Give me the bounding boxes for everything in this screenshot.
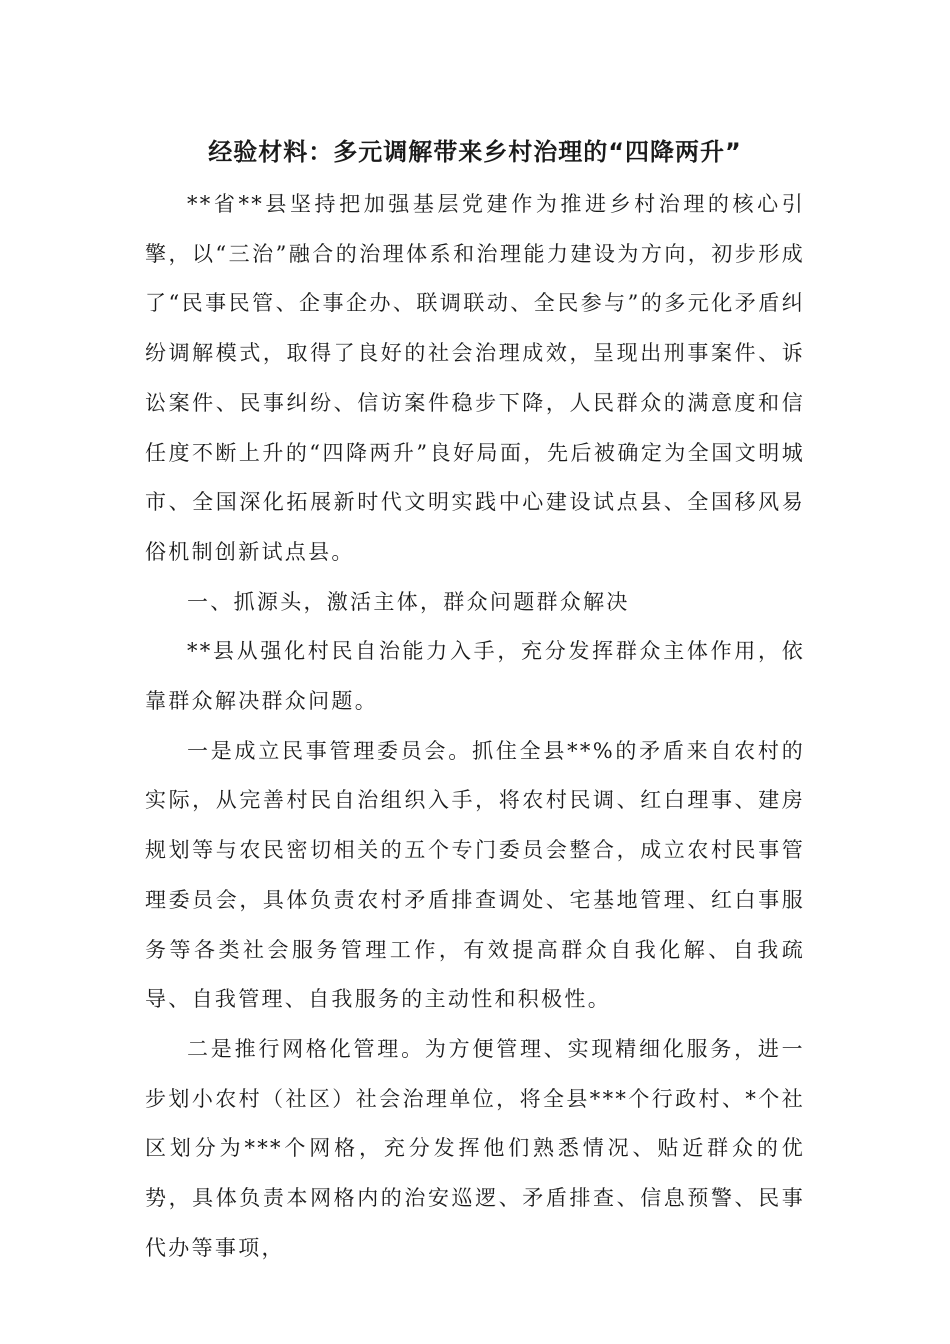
section-heading-1: 一、抓源头，激活主体，群众问题群众解决 xyxy=(187,589,630,614)
document-body xyxy=(145,180,805,1273)
paragraph-civil-affairs-committee: 一是成立民事管理委员会。抓住全县**%的矛盾来自农村的实际，从完善村民自治组织入手，将农村民调、红白理事、建房规划等与农民密切相关的五个专门委员会整合，成立农村民事管理委员会，具体负责农村矛盾排查调处、宅基地管理、红白事服务等各类社会服务管理工作，有效提高群众自我化解、自我疏导、自我管理、自我服务的主动性和积极性。 xyxy=(145,738,805,1012)
paragraph-grid-management: 二是推行网格化管理。为方便管理、实现精细化服务，进一步划小农村（社区）社会治理单位，将全县***个行政村、*个社区划分为***个网格，充分发挥他们熟悉情况、贴近群众的优势，具体负责本网格内的治安巡逻、矛盾排查、信息预警、民事代办等事项， xyxy=(145,1036,805,1260)
document-title: 经验材料：多元调解带来乡村治理的“四降两升” xyxy=(208,138,742,166)
paragraph-section-1-lead: **县从强化村民自治能力入手，充分发挥群众主体作用，依靠群众解决群众问题。 xyxy=(145,639,805,714)
paragraph-intro: **省**县坚持把加强基层党建作为推进乡村治理的核心引擎，以“三治”融合的治理体系和治理能力建设为方向，初步形成了“民事民管、企事企办、联调联动、全民参与”的多元化矛盾纠纷调解模式，取得了良好的社会治理成效，呈现出刑事案件、诉讼案件、民事纠纷、信访案件稳步下降，人民群众的满意度和信任度不断上升的“四降两升”良好局面，先后被确定为全国文明城市、全国深化拓展新时代文明实践中心建设试点县、全国移风易俗机制创新试点县。 xyxy=(145,192,805,564)
